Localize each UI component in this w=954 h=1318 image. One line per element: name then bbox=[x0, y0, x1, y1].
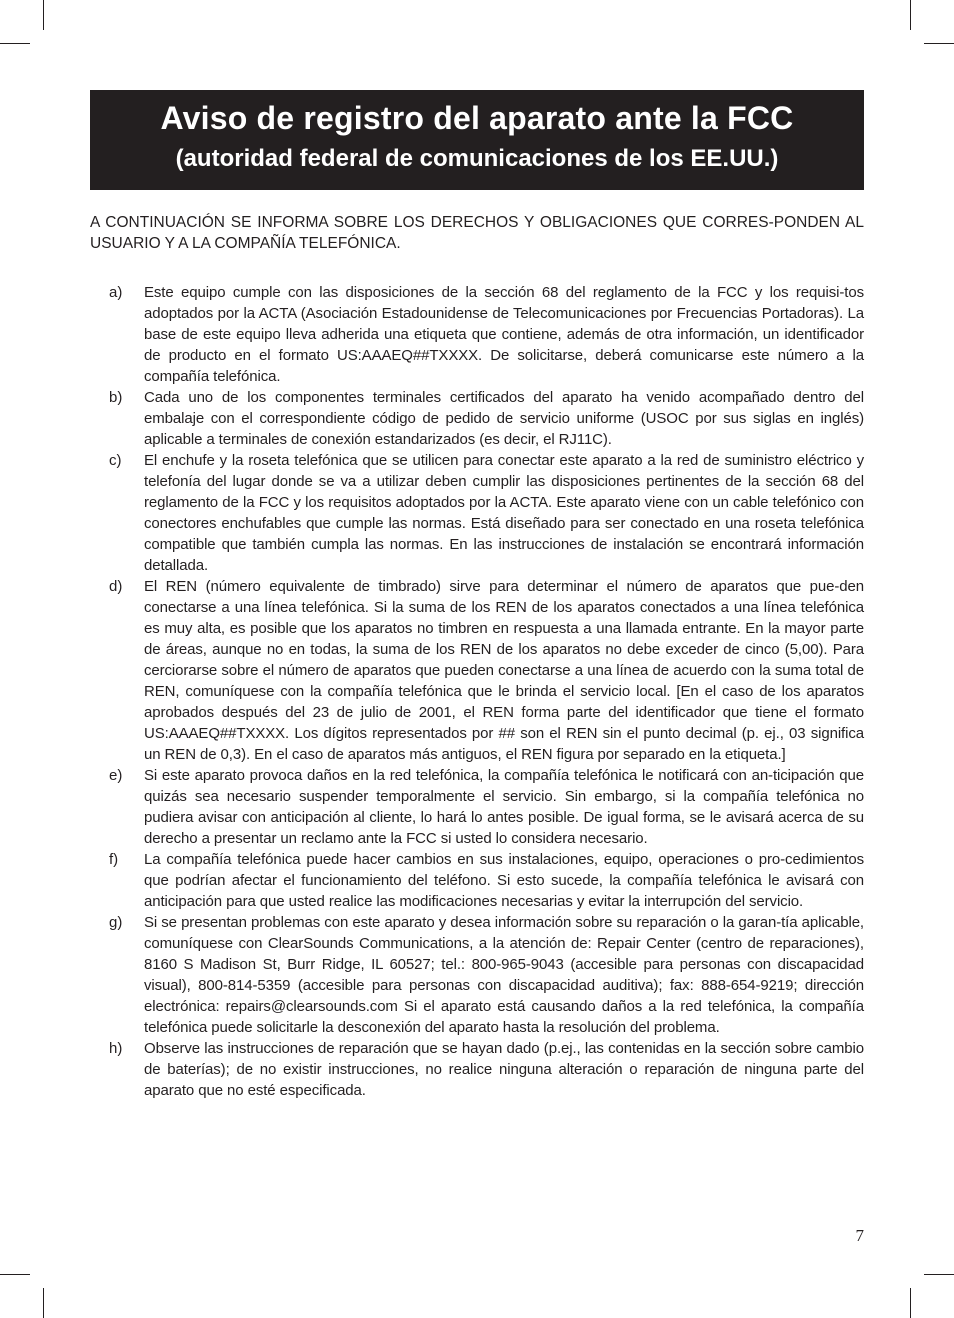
page-title: Aviso de registro del aparato ante la FCC bbox=[160, 100, 794, 136]
rights-list bbox=[90, 282, 864, 1101]
list-item-letter: g) bbox=[109, 914, 123, 931]
list-item bbox=[90, 282, 864, 387]
crop-mark-bottom-left-vertical bbox=[43, 1288, 44, 1318]
title-banner bbox=[90, 90, 864, 190]
list-item-text: Si este aparato provoca daños en la red telefónica, la compañía telefónica le notificará con an-ticipación que quizás sea necesario suspender temporalmente el servicio. Sin embargo, si la compañía telefónica no pudiera avisar con anticipación al cliente, lo hará lo antes posible. De igual forma, se le avisará acerca de su derecho a presentar un reclamo ante la FCC si usted lo considera necesario. bbox=[144, 767, 864, 847]
list-item-text: Observe las instrucciones de reparación que se hayan dado (p.ej., las contenidas en la sección sobre cambio de baterías); de no existir instrucciones, no realice ninguna alteración o reparación de ninguna parte del aparato que no esté especificada. bbox=[144, 1040, 864, 1099]
list-item-text: Cada uno de los componentes terminales certificados del aparato ha venido acompañado dentro del embalaje con el correspondiente código de pedido de servicio uniforme (USOC por sus siglas en inglés) aplicable a terminales de conexión estandarizados (es decir, el RJ11C). bbox=[144, 389, 864, 448]
crop-mark-top-right-horizontal bbox=[924, 43, 954, 44]
crop-mark-top-left-vertical bbox=[43, 0, 44, 30]
intro-paragraph: A CONTINUACIÓN SE INFORMA SOBRE LOS DERECHOS Y OBLIGACIONES QUE CORRES-PONDEN AL USUARIO Y A LA COMPAÑÍA TELEFÓNICA. bbox=[90, 214, 864, 252]
crop-mark-bottom-right-horizontal bbox=[924, 1274, 954, 1275]
list-item-text: El enchufe y la roseta telefónica que se utilicen para conectar este aparato a la red de suministro eléctrico y telefonía del lugar donde se va a utilizar deben cumplir las disposiciones pertinentes de la sección 68 del reglamento de la FCC y los requisitos adoptados por la ACTA. Este aparato viene con un cable telefónico con conectores enchufables que cumple las normas. Está diseñado para ser conectado en una roseta telefónica compatible que también cumpla las normas. En las instrucciones de instalación se encontrará información detallada. bbox=[144, 452, 864, 574]
list-item-text: Si se presentan problemas con este aparato y desea información sobre su reparación o la garan-tía aplicable, comuníquese con ClearSounds Communications, a la atención de: Repair Center (centro de reparaciones), 8160 S Madison St, Burr Ridge, IL 60527; tel.: 800-965-9043 (accesible para personas con discapacidad visual), 800-814-5359 (accesible para personas con discapacidad auditiva); fax: 888-654-9219; dirección electrónica: repairs@clearsounds.com Si el aparato está causando daños a la red telefónica, la compañía telefónica puede solicitarle la desconexión del aparato hasta la resolución del problema. bbox=[144, 914, 864, 1036]
list-item-letter: f) bbox=[109, 851, 119, 868]
list-item-text: El REN (número equivalente de timbrado) sirve para determinar el número de aparatos que pue-den conectarse a una línea telefónica. Si la suma de los REN de los aparatos conectados a una línea telefónica es muy alta, es posible que los aparatos no timbren en respuesta a una llamada entrante. En la mayor parte de áreas, aunque no en todas, la suma de los REN de los aparatos no debe exceder de cinco (5,00). Para cerciorarse sobre el número de aparatos que pueden conectarse a una línea de acuerdo con la suma total de REN, comuníquese con la compañía telefónica que le brinda el servicio local. [En el caso de los aparatos aprobados después del 23 de julio de 2001, el REN forma parte del identificador que tiene el formato US:AAAEQ##TXXXX. Los dígitos representados por ## son el REN sin el punto decimal (p. ej., 03 significa un REN de 0,3). En el caso de aparatos más antiguos, el REN figura por separado en la etiqueta.] bbox=[144, 578, 864, 763]
list-item bbox=[90, 450, 864, 576]
list-item-letter: c) bbox=[109, 452, 122, 469]
list-item bbox=[90, 849, 864, 912]
list-item-letter: e) bbox=[109, 767, 123, 784]
list-item bbox=[90, 912, 864, 1038]
list-item-letter: b) bbox=[109, 389, 123, 406]
list-item bbox=[90, 1038, 864, 1101]
crop-mark-top-right-vertical bbox=[910, 0, 911, 30]
page-subtitle: (autoridad federal de comunicaciones de los EE.UU.) bbox=[175, 145, 779, 172]
crop-mark-bottom-right-vertical bbox=[910, 1288, 911, 1318]
list-item-letter: d) bbox=[109, 578, 123, 595]
list-item-letter: a) bbox=[109, 284, 123, 301]
page-number: 7 bbox=[855, 1226, 864, 1245]
list-item bbox=[90, 576, 864, 765]
list-item-text: Este equipo cumple con las disposiciones de la sección 68 del reglamento de la FCC y los requisi-tos adoptados por la ACTA (Asociación Estadounidense de Telecomunicaciones por Frecuencias Portadoras). La base de este equipo lleva adherida una etiqueta que contiene, además de otra información, un identificador de producto en el formato US:AAAEQ##TXXXX. De solicitarse, deberá comunicarse este número a la compañía telefónica. bbox=[144, 284, 864, 385]
crop-mark-top-left-horizontal bbox=[0, 43, 30, 44]
list-item bbox=[90, 765, 864, 849]
list-item-letter: h) bbox=[109, 1040, 123, 1057]
list-item bbox=[90, 387, 864, 450]
list-item-text: La compañía telefónica puede hacer cambios en sus instalaciones, equipo, operaciones o pro-cedimientos que podrían afectar el funcionamiento del teléfono. Si esto sucede, la compañía telefónica le avisará con anticipación para que usted realice las modificaciones necesarias y evitar la interrupción del servicio. bbox=[144, 851, 864, 910]
crop-mark-bottom-left-horizontal bbox=[0, 1274, 30, 1275]
